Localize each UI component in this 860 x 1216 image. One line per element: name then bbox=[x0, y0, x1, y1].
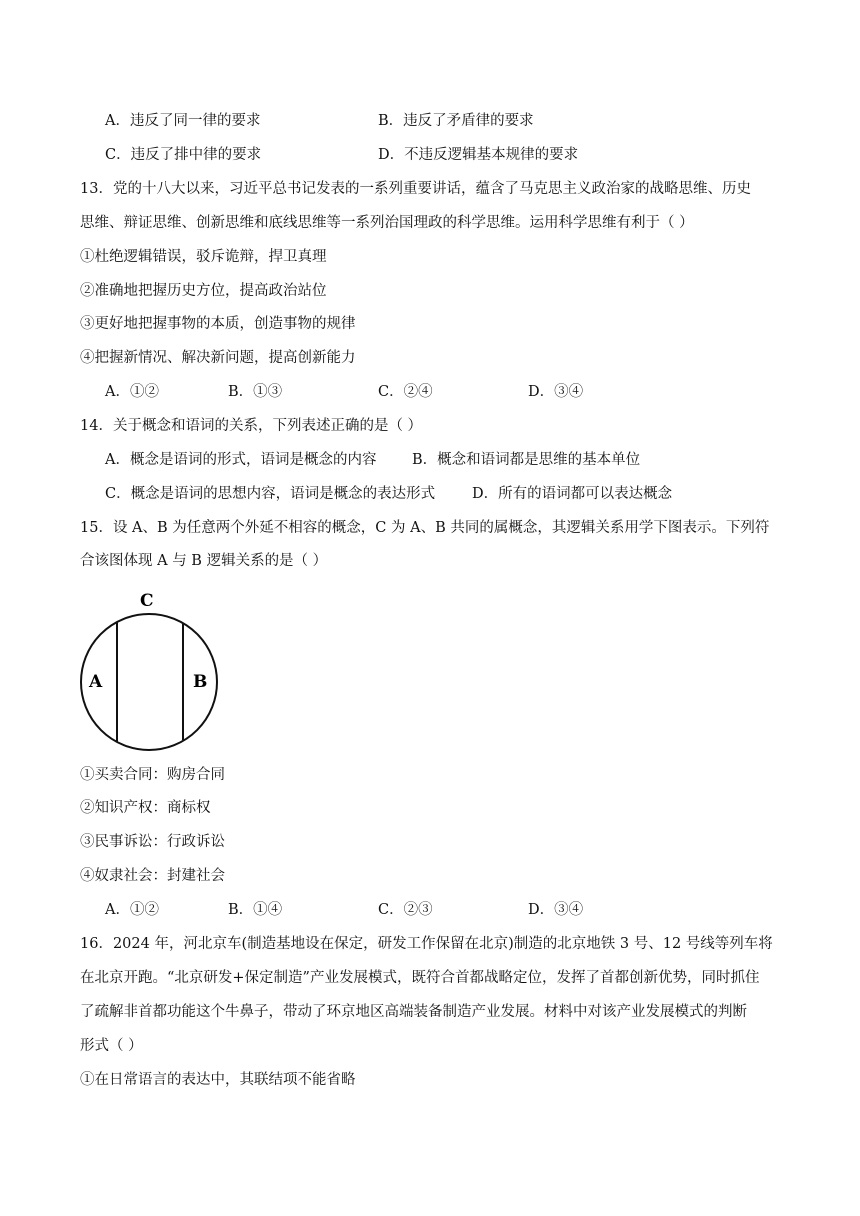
q15-option-b: B．①④ bbox=[228, 902, 283, 918]
q14-option-b: B．概念和语词都是思维的基本单位 bbox=[412, 452, 641, 468]
q16-stem-line-3: 了疏解非首都功能这个牛鼻子，带动了环京地区高端装备制造产业发展。材料中对该产业发展模式的判断 bbox=[80, 1004, 747, 1020]
q12-option-d: D．不违反逻辑基本规律的要求 bbox=[378, 147, 579, 163]
q12-option-b: B．违反了矛盾律的要求 bbox=[378, 113, 534, 129]
q16-stem-line-4: 形式（ ） bbox=[80, 1038, 143, 1054]
q15-item-4: ④奴隶社会：封建社会 bbox=[80, 868, 225, 884]
q15-item-2: ②知识产权：商标权 bbox=[80, 800, 211, 816]
q15-item-1: ①买卖合同：购房合同 bbox=[80, 767, 225, 783]
q13-item-1: ①杜绝逻辑错误，驳斥诡辩，捍卫真理 bbox=[80, 249, 327, 265]
q14-option-a: A．概念是语词的形式，语词是概念的内容 bbox=[105, 452, 377, 468]
q13-option-a: A．①② bbox=[105, 384, 159, 400]
q12-option-c: C．违反了排中律的要求 bbox=[105, 147, 262, 163]
diagram-label-a: A bbox=[89, 672, 103, 692]
q15-item-3: ③民事诉讼：行政诉讼 bbox=[80, 834, 225, 850]
q15-option-d: D．③④ bbox=[528, 902, 584, 918]
q14-option-c: C．概念是语词的思想内容，语词是概念的表达形式 bbox=[105, 486, 436, 502]
q15-option-a: A．①② bbox=[105, 902, 159, 918]
q16-stem-line-2: 在北京开跑。“北京研发+保定制造”产业发展模式，既符合首都战略定位，发挥了首都创新优势，同时抓住 bbox=[80, 970, 760, 986]
q12-option-a: A．违反了同一律的要求 bbox=[105, 113, 261, 129]
q13-stem-line-1: 13．党的十八大以来，习近平总书记发表的一系列重要讲话，蕴含了马克思主义政治家的战略思维、历史 bbox=[80, 181, 751, 197]
diagram-label-c: C bbox=[140, 591, 154, 611]
q14-stem: 14．关于概念和语词的关系，下列表述正确的是（ ） bbox=[80, 418, 423, 434]
diagram-label-b: B bbox=[193, 672, 208, 692]
q14-option-d: D．所有的语词都可以表达概念 bbox=[472, 486, 673, 502]
q13-option-b: B．①③ bbox=[228, 384, 283, 400]
q13-item-3: ③更好地把握事物的本质，创造事物的规律 bbox=[80, 316, 356, 332]
q13-item-2: ②准确地把握历史方位，提高政治站位 bbox=[80, 283, 327, 299]
q15-stem-line-2: 合该图体现 A 与 B 逻辑关系的是（ ） bbox=[80, 553, 328, 569]
q16-stem-line-1: 16．2024 年，河北京车(制造基地设在保定，研发工作保留在北京)制造的北京地铁 3 号、12 号线等列车将 bbox=[80, 936, 773, 952]
q13-stem-line-2: 思维、辩证思维、创新思维和底线思维等一系列治国理政的科学思维。运用科学思维有利于（ ） bbox=[80, 215, 694, 231]
q13-item-4: ④把握新情况、解决新问题，提高创新能力 bbox=[80, 350, 356, 366]
q16-item-1: ①在日常语言的表达中，其联结项不能省略 bbox=[80, 1072, 356, 1088]
q15-stem-line-1: 15．设 A、B 为任意两个外延不相容的概念，C 为 A、B 共同的属概念，其逻辑关系用学下图表示。下列符 bbox=[80, 520, 770, 536]
q13-option-d: D．③④ bbox=[528, 384, 584, 400]
q13-option-c: C．②④ bbox=[378, 384, 433, 400]
concept-relation-diagram bbox=[76, 588, 226, 754]
q15-option-c: C．②③ bbox=[378, 902, 433, 918]
